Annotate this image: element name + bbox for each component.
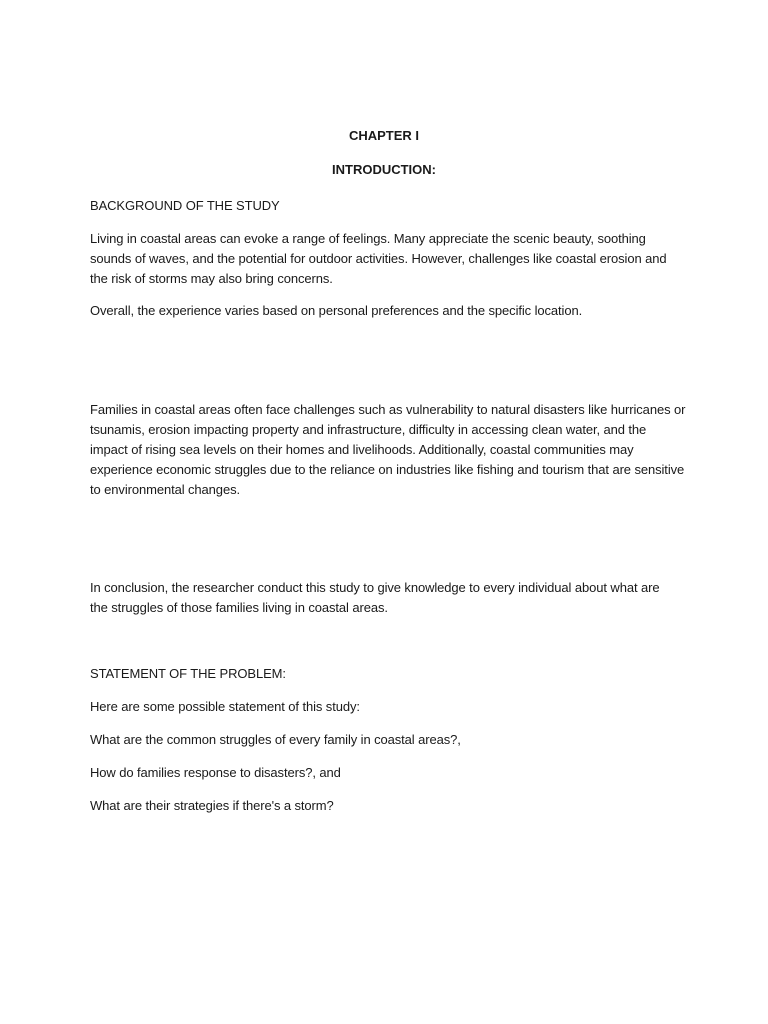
problem-intro: Here are some possible statement of this study: bbox=[90, 699, 360, 714]
paragraph-overall: Overall, the experience varies based on personal preferences and the specific location. bbox=[90, 303, 583, 318]
question-2: How do families response to disasters?, and bbox=[90, 765, 341, 780]
chapter-title: CHAPTER I bbox=[348, 128, 420, 143]
paragraph-coastal-feelings: Living in coastal areas can evoke a range of feelings. Many appreciate the scenic beauty, soothing sounds of waves, and the potential for outdoor activities. However, challenges like coastal erosion and the risk of storms may also bring concerns. bbox=[90, 231, 667, 286]
introduction-heading: INTRODUCTION: bbox=[332, 162, 436, 177]
problem-heading: STATEMENT OF THE PROBLEM: bbox=[90, 666, 286, 681]
paragraph-conclusion: In conclusion, the researcher conduct this study to give knowledge to every individual about what are the struggles of those families living in coastal areas. bbox=[90, 580, 660, 615]
background-heading: BACKGROUND OF THE STUDY bbox=[90, 198, 280, 213]
question-1: What are the common struggles of every family in coastal areas?, bbox=[90, 732, 461, 747]
question-3: What are their strategies if there's a storm? bbox=[90, 798, 334, 813]
paragraph-family-challenges: Families in coastal areas often face challenges such as vulnerability to natural disasters like hurricanes or tsunamis, erosion impacting property and infrastructure, difficulty in accessing clean water, and the impact of rising sea levels on their homes and livelihoods. Additionally, coastal communities may experience economic struggles due to the reliance on industries like fishing and tourism that are sensitive to environmental changes. bbox=[90, 402, 686, 497]
